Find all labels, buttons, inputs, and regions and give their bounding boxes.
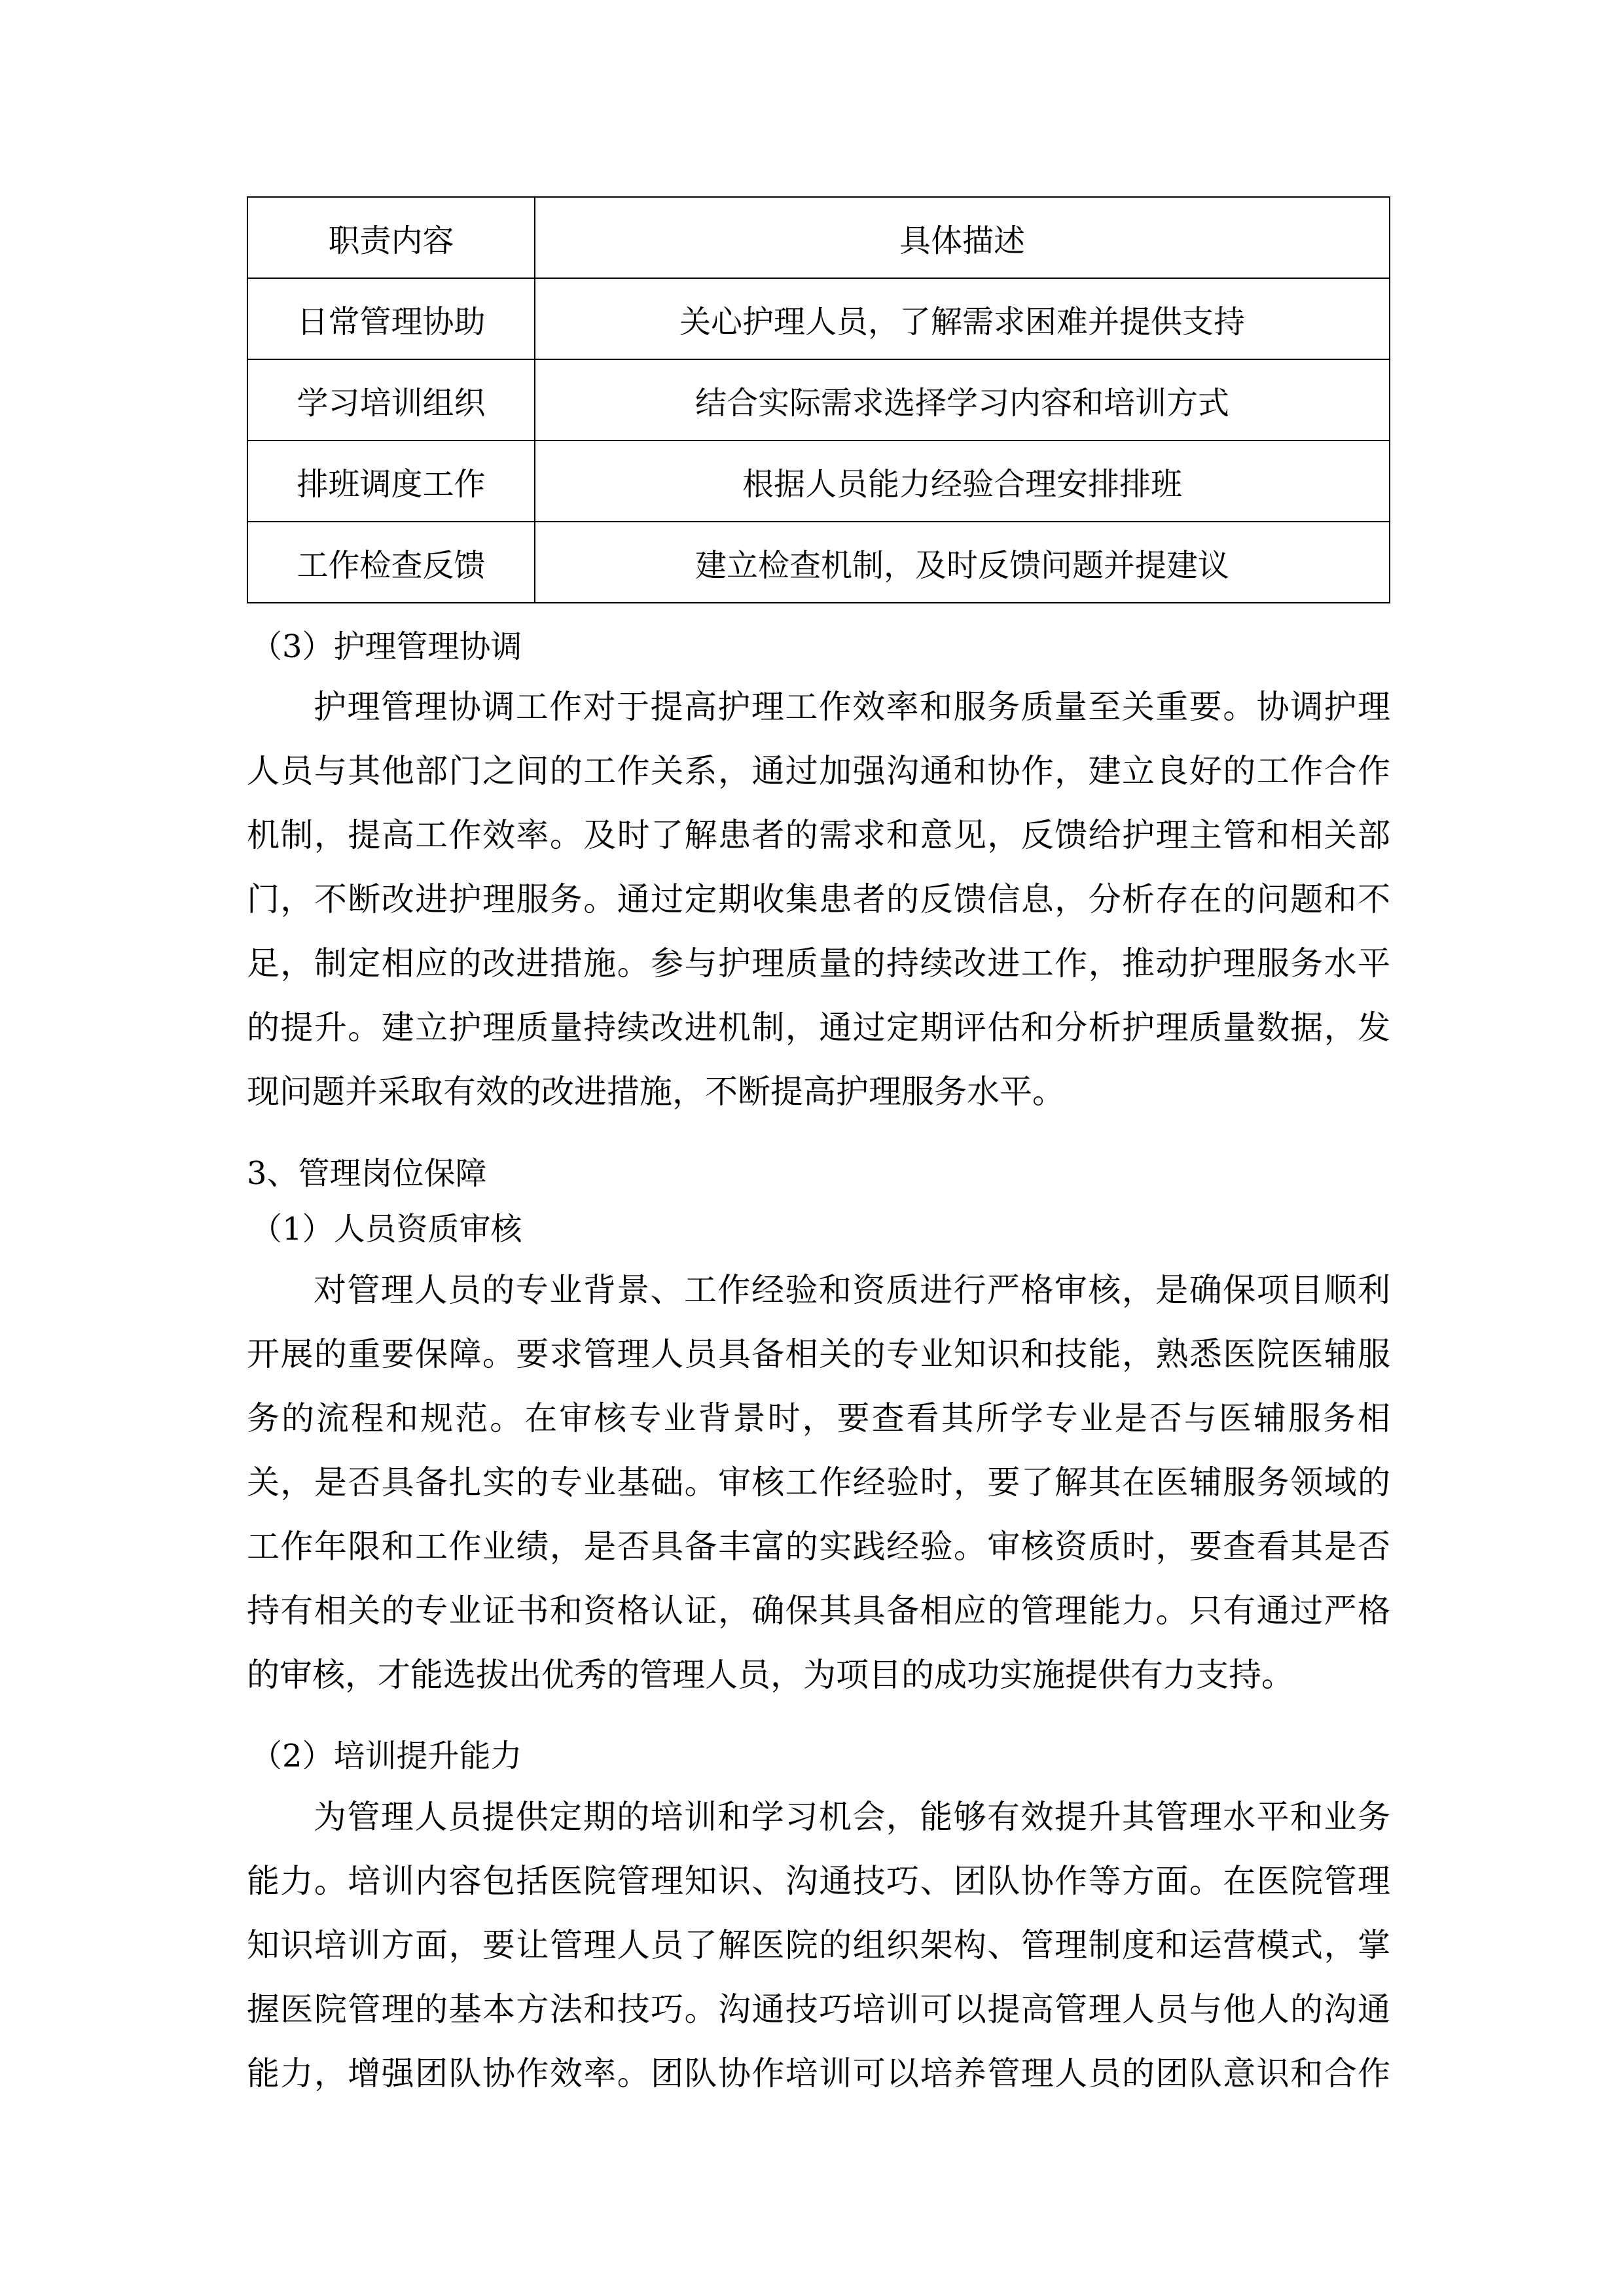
- subheading-training: （2）培训提升能力: [251, 1738, 522, 1774]
- description-cell: 结合实际需求选择学习内容和培训方式: [535, 359, 1390, 440]
- paragraph-line: 开展的重要保障。要求管理人员具备相关的专业知识和技能，熟悉医院医辅服: [247, 1335, 1390, 1373]
- paragraph-line: 门，不断改进护理服务。通过定期收集患者的反馈信息，分析存在的问题和不: [247, 880, 1390, 918]
- paragraph-line: 足，制定相应的改进措施。参与护理质量的持续改进工作，推动护理服务水平: [247, 944, 1390, 982]
- paragraph-qualification-review: [247, 1258, 1390, 1707]
- paragraph-nursing-coordination: [247, 675, 1390, 1124]
- paragraph-line: 机制，提高工作效率。及时了解患者的需求和意见，反馈给护理主管和相关部: [247, 816, 1390, 854]
- paragraph-line: 能力，增强团队协作效率。团队协作培训可以培养管理人员的团队意识和合作: [247, 2054, 1390, 2092]
- subheading-nursing-coordination: （3）护理管理协调: [251, 628, 522, 665]
- description-cell: 关心护理人员，了解需求困难并提供支持: [535, 278, 1390, 359]
- header-cell: 具体描述: [535, 197, 1390, 278]
- paragraph-line: 务的流程和规范。在审核专业背景时，要查看其所学专业是否与医辅服务相: [247, 1399, 1390, 1437]
- duty-cell: 排班调度工作: [247, 440, 535, 522]
- table-row: [247, 440, 1390, 522]
- paragraph-line: 为管理人员提供定期的培训和学习机会，能够有效提升其管理水平和业务: [314, 1798, 1390, 1836]
- table-row: [247, 278, 1390, 359]
- paragraph-line: 现问题并采取有效的改进措施，不断提高护理服务水平。: [247, 1073, 1065, 1111]
- paragraph-line: 的审核，才能选拔出优秀的管理人员，为项目的成功实施提供有力支持。: [247, 1656, 1294, 1694]
- subheading-qualification-review: （1）人员资质审核: [251, 1211, 522, 1247]
- duty-cell: 学习培训组织: [247, 359, 535, 440]
- paragraph-line: 护理管理协调工作对于提高护理工作效率和服务质量至关重要。协调护理: [314, 688, 1390, 726]
- paragraph-line: 对管理人员的专业背景、工作经验和资质进行严格审核，是确保项目顺利: [314, 1271, 1390, 1309]
- table-row: [247, 522, 1390, 603]
- paragraph-line: 持有相关的专业证书和资格认证，确保其具备相应的管理能力。只有通过严格: [247, 1592, 1390, 1630]
- paragraph-training: [247, 1785, 1390, 2106]
- description-cell: 根据人员能力经验合理安排排班: [535, 440, 1390, 522]
- table-header-row: [247, 197, 1390, 278]
- paragraph-line: 人员与其他部门之间的工作关系，通过加强沟通和协作，建立良好的工作合作: [247, 752, 1390, 790]
- duty-cell: 工作检查反馈: [247, 522, 535, 603]
- paragraph-line: 工作年限和工作业绩，是否具备丰富的实践经验。审核资质时，要查看其是否: [247, 1528, 1390, 1566]
- paragraph-line: 知识培训方面，要让管理人员了解医院的组织架构、管理制度和运营模式，掌: [247, 1926, 1390, 1964]
- section-title-management-guarantee: 3、管理岗位保障: [247, 1155, 487, 1192]
- duty-cell: 日常管理协助: [247, 278, 535, 359]
- paragraph-line: 能力。培训内容包括医院管理知识、沟通技巧、团队协作等方面。在医院管理: [247, 1862, 1390, 1900]
- table-row: [247, 359, 1390, 440]
- duties-table: [247, 196, 1390, 603]
- paragraph-line: 握医院管理的基本方法和技巧。沟通技巧培训可以提高管理人员与他人的沟通: [247, 1990, 1390, 2028]
- header-cell: 职责内容: [247, 197, 535, 278]
- description-cell: 建立检查机制，及时反馈问题并提建议: [535, 522, 1390, 603]
- paragraph-line: 关，是否具备扎实的专业基础。审核工作经验时，要了解其在医辅服务领域的: [247, 1463, 1390, 1501]
- paragraph-line: 的提升。建立护理质量持续改进机制，通过定期评估和分析护理质量数据，发: [247, 1009, 1390, 1047]
